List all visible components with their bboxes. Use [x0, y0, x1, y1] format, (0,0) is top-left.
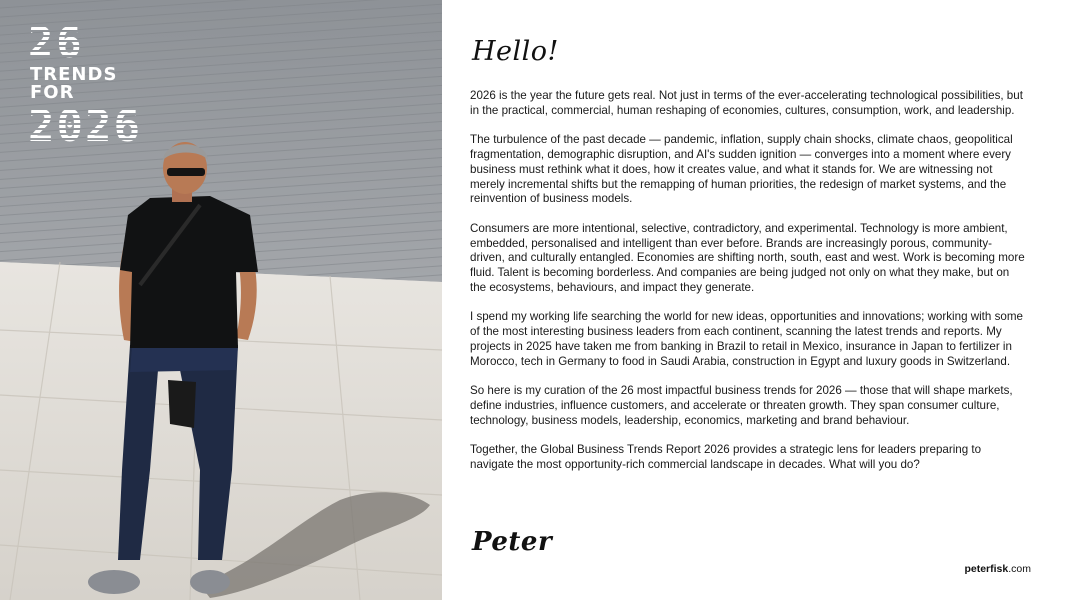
logo-year: 2026	[28, 105, 168, 149]
trends-logo	[28, 18, 168, 152]
website-domain: peterfisk	[964, 563, 1009, 575]
website-link[interactable]	[964, 563, 1031, 575]
logo-subtitle: TRENDS FOR	[30, 64, 118, 103]
paragraph: The turbulence of the past decade — pandemic, inflation, supply chain shocks, climate chaos, geopolitical fragmentation, demographic disruption, and AI's sudden ignition — converges into a moment where every business must rethink what it does, how it creates value, and what it stands for. We are witnessing not merely incremental shifts but the remapping of human priorities, the redesign of market systems, and the reinvention of business models.	[470, 133, 1013, 206]
author-photo	[0, 0, 442, 600]
paragraph: 2026 is the year the future gets real. Not just in terms of the ever-accelerating technological possibilities, but in the practical, commercial, human reshaping of economies, cultures, consumption, work, and leadership.	[470, 89, 1023, 117]
letter-body	[470, 36, 1030, 488]
paragraph: Consumers are more intentional, selective, contradictory, and experimental. Technology is more ambient, embedded, personalised and intelligent than ever before. Brands are increasingly porous, community-driven, and culturally entangled. Economies are shifting north, south, east and west. Work is becoming more fluid. Talent is becoming borderless. And companies are being judged not only on what they make, but on the ecosystems, behaviours, and impact they generate.	[470, 221, 1025, 294]
paragraph: I spend my working life searching the world for new ideas, opportunities and innovations; working with some of the most interesting business leaders from each continent, scanning the latest trends and reports. My projects in 2025 have taken me from banking in Brazil to retail in Mexico, insurance in Japan to fertilizer in Morocco, tech in Germany to food in Saudi Arabia, construction in Egypt and luxury goods in Switzerland.	[470, 310, 1023, 368]
greeting: Hello!	[472, 36, 559, 67]
paragraph: So here is my curation of the 26 most impactful business trends for 2026 — those that will shape markets, define industries, influence customers, and accelerate or threaten growth. They span consumer culture, technology, business models, leadership, economics, marketing and brand behaviour.	[470, 384, 1013, 427]
logo-number: 26	[28, 22, 168, 64]
website-tld: .com	[1008, 563, 1031, 575]
signature: Peter	[472, 527, 553, 557]
paragraph: Together, the Global Business Trends Report 2026 provides a strategic lens for leaders preparing to navigate the most opportunity-rich commercial landscape in decades. What will you do?	[470, 443, 982, 472]
